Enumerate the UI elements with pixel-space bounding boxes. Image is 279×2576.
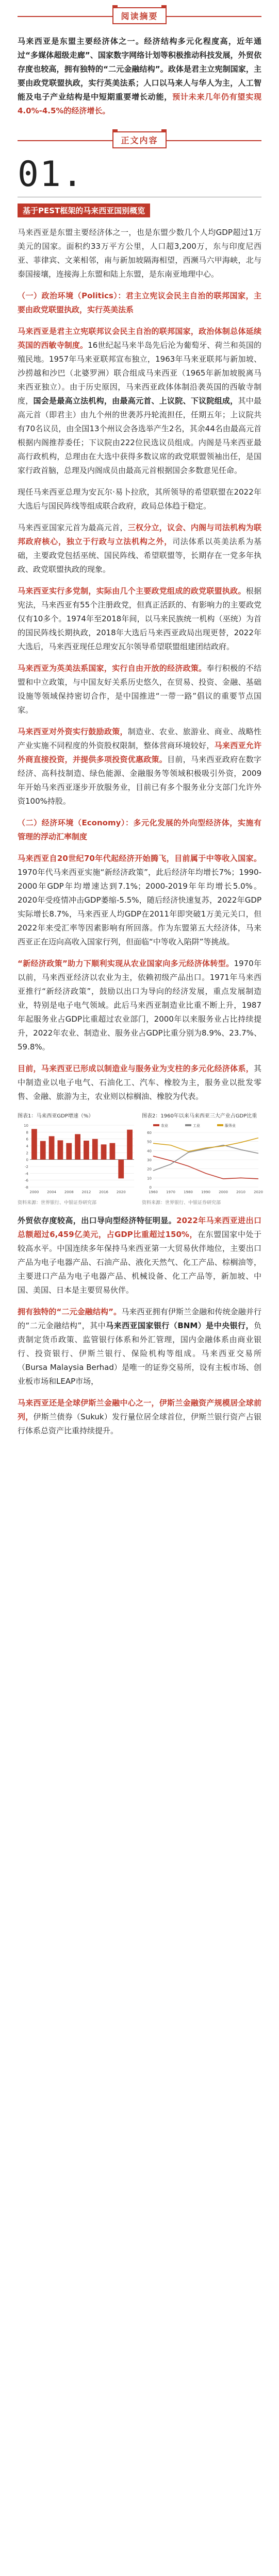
trade-lead: 外贸依存度较高，出口导向型经济特征明显。 xyxy=(18,1216,177,1225)
economic-paragraph-3 xyxy=(18,1062,261,1104)
figure-left-title: 图表1：马来西亚GDP增速（%） xyxy=(18,1113,94,1119)
multi-party-body: 根据宪法，马来西亚有55个注册政党，但真正活跃的、有影响力的主要政党仅有10多个。1974年至2018年间，以马来民族统一机构（巫统）为首的国民阵线长期执政，2018年大选后马来西亚政局出现更替，2022年大选后，马来西亚现任总理安瓦尔领导希望联盟组建团结政府。 xyxy=(18,586,261,651)
common-law-paragraph-2 xyxy=(18,725,261,808)
y-tick-label: 10 xyxy=(24,1124,28,1128)
y-tick-label: 8 xyxy=(26,1130,28,1135)
bar xyxy=(31,1129,37,1159)
economic-paragraph-1 xyxy=(18,852,261,949)
common-law-paragraph-1 xyxy=(18,662,261,717)
chapter-number: 01. xyxy=(18,154,84,195)
x-tick-label: 2008 xyxy=(64,1190,74,1194)
political-p3-tail: 司法体系以英美法系为基础，主要政党包括巫统、国民阵线、希望联盟等，长期存在一党多年执政、政党联盟执政的现象。 xyxy=(18,537,261,574)
bar xyxy=(101,1144,107,1159)
series-line xyxy=(153,1156,258,1179)
figures-row xyxy=(18,1111,261,1207)
x-tick-label: 1980 xyxy=(184,1190,193,1194)
bar xyxy=(66,1143,72,1160)
x-tick-label: 2020 xyxy=(116,1190,126,1194)
x-tick-label: 2020 xyxy=(254,1190,263,1194)
y-tick-label: 4 xyxy=(26,1144,28,1148)
y-tick-label: 0 xyxy=(149,1185,152,1190)
multi-party-paragraph xyxy=(18,584,261,654)
y-tick-label: 20 xyxy=(147,1167,152,1172)
figure-right-title: 图表2：1960年以来马来西亚三大产业占GDP比重 xyxy=(142,1113,257,1119)
economic-p3-bold: 目前，马来西亚已形成以制造业与服务业为支柱的多元化经济体系， xyxy=(18,1064,254,1073)
legend-label: 工业 xyxy=(193,1124,200,1128)
abstract-highlight: 预计未来几年仍有望实现4.0%-4.5%的经济增长。 xyxy=(18,92,261,115)
political-p3-lead: 马来西亚国家元首为最高元首， xyxy=(18,523,128,532)
y-tick-label: 60 xyxy=(147,1131,152,1135)
bar xyxy=(110,1143,116,1160)
political-p1-bold: 国会是最高立法机构，由最高元首、上议院、下议院组成， xyxy=(33,396,238,405)
finance-p1-body: 马来西亚拥有伊斯兰金融和传统金融并行的“二元金融结构”，其中 xyxy=(18,1307,261,1330)
bar xyxy=(40,1141,46,1160)
main-section-header xyxy=(18,131,261,148)
political-heading: （一）政治环境（Politics）：君主立宪议会民主自治的联邦国家，主要由政党联盟执政，实行英美法系 xyxy=(18,291,261,314)
main-section-label: 正文内容 xyxy=(112,131,166,148)
common-law-p2-lead: 马来西亚对外资实行鼓励政策， xyxy=(18,727,128,736)
multi-party-lead: 马来西亚实行多党制，实际由几个主要政党组成的政党联盟执政。 xyxy=(18,586,246,596)
trade-body: 在东盟国家中处于较高水平。中国连续多年保持马来西亚第一大贸易伙伴地位，主要出口产品为电子电器产品、石油产品、液化天然气、化工产品、棕榈油等，主要进口产品为电子电器产品、机械设备、化工产品等，新加坡、中国、美国、日本是主要贸易伙伴。 xyxy=(18,1230,261,1295)
finance-p1-bold2: 马来西亚国家银行（BNM）是中央银行， xyxy=(106,1321,254,1330)
abstract-text: 马来西亚是东盟主要经济体之一。经济结构多元化程度高，近年通过“多媒体超级走廊”、国家数字网络计划等积极推动科技发展，外贸依存度也较高，拥有独特的“二元金融结构”。政体是君主立宪制国家，主要由政党联盟执政，实行英美法系；人口以马来人与华人为主，人工智能及电子产业结构是中短期重要增长动能， xyxy=(18,37,261,101)
x-tick-label: 1960 xyxy=(149,1190,158,1194)
common-law-p2-tail: 目前，马来西亚政府在数字经济、高科技制造、绿色能源、金融服务等领域积极吸引外资，2009年开始马来西亚逐步开放服务业，目前已有多个服务业分支部门允许外资100%持股。 xyxy=(18,755,261,806)
y-tick-label: 0 xyxy=(26,1158,28,1162)
x-tick-label: 2000 xyxy=(219,1190,228,1194)
x-tick-label: 1990 xyxy=(201,1190,210,1194)
political-p3-bold: 三权分立，议会、内阁与司法机构为联邦政府核心，独立于行政与立法机构之外， xyxy=(18,523,261,546)
chapter-title: 基于PEST框架的马来西亚国别概览 xyxy=(18,204,150,217)
y-tick-label: 6 xyxy=(26,1137,28,1142)
economic-p2-bold: “新经济政策”助力下顺利实现从农业国家向多元经济体转型。 xyxy=(18,959,234,968)
bar xyxy=(49,1136,55,1159)
industry-share-chart xyxy=(142,1121,261,1198)
finance-p1-bold: 拥有独特的“二元金融结构”。 xyxy=(18,1307,122,1316)
figure-right-source: 资料来源：世界银行、中银证券研究部 xyxy=(142,1200,221,1206)
bar xyxy=(127,1130,133,1160)
intro-paragraph: 马来西亚是东盟主要经济体之一，也是东盟少数几个人均GDP超过1万美元的国家。面积约33万平方公里，人口超3,200万，东与印度尼西亚、菲律宾、文莱相邻，南与新加坡隔海相望，西濒马六甲海峡，北与泰国接壤，连接海上东盟和陆上东盟，是东南亚地理中心。 xyxy=(18,228,261,279)
abstract-section-label: 阅读摘要 xyxy=(112,7,166,24)
series-line xyxy=(153,1138,258,1152)
common-law-lead: 马来西亚为英美法系国家，实行自由开放的经济政策。 xyxy=(18,664,207,673)
y-tick-label: -2 xyxy=(25,1165,28,1169)
legend-swatch xyxy=(217,1124,223,1126)
y-tick-label: -4 xyxy=(25,1172,28,1176)
x-tick-label: 2010 xyxy=(236,1190,245,1194)
common-law-p2-bold: 马来西亚允许外商直接投资，并提供多项投资优惠政策。 xyxy=(18,741,261,764)
legend-swatch xyxy=(153,1124,159,1126)
economic-heading: （二）经济环境（Economy）：多元化发展的外向型经济体，实施有管理的浮动汇率制度 xyxy=(18,818,261,841)
article-page xyxy=(0,7,279,2576)
abstract-paragraph xyxy=(18,35,261,118)
political-paragraph-2: 现任马来西亚总理为安瓦尔·易卜拉欣，其所领导的希望联盟在2022年大选后与国民阵线等组成联合政府，政局总体趋于稳定。 xyxy=(18,487,261,511)
political-p1-body: 16世纪起马来半岛先后沦为葡萄牙、荷兰和英国的殖民地。1957年马来亚联邦宣布独立，1963年马来亚联邦与新加坡、沙捞越和沙巴（北婆罗洲）联合组成马来西亚（1965年新加坡脱离马来西亚独立）。由于历史原因，马来西亚政体体制沿袭英国的西敏寺制度， xyxy=(18,341,261,405)
x-tick-label: 2004 xyxy=(47,1190,56,1194)
common-law-body: 奉行积极的不结盟和中立政策，与中国友好关系历史悠久，在贸易、投资、金融、基础设施等领域保持密切合作，是中国推进“一带一路”倡议的重要节点国家。 xyxy=(18,664,261,715)
political-paragraph-3 xyxy=(18,521,261,577)
legend-label: 农业 xyxy=(161,1124,168,1128)
figure-left-source: 资料来源：世界银行、中银证券研究部 xyxy=(18,1200,97,1206)
economic-p1-bold: 马来西亚自20世纪70年代起经济开始腾飞，目前属于中等收入国家。 xyxy=(18,854,261,863)
bar xyxy=(118,1160,124,1179)
y-tick-label: 10 xyxy=(147,1176,152,1181)
political-p1-tail: 其中最高元首（即君主）由九个州的世袭苏丹轮流担任，任期五年；上议院共有70名议员，由全国13个州议会各选举产生2名，其余44名由最高元首根据内阁推荐委任；下议院由222位民选议员组成。内阁是马来西亚最高行政机构，总理由在大选中获得多数议席的政党联盟领袖出任，是国家行政首脑，总理及内阁成员由最高元首根据国会多数意见任命。 xyxy=(18,396,261,475)
finance-p2-bold: 马来西亚还是全球伊斯兰金融中心之一，伊斯兰金融资产规模居全球前列， xyxy=(18,1398,261,1421)
common-law-p2-body: 制造业、农业、旅游业、商业、战略性产业实施不同程度的外资股权限制，整体营商环境较好， xyxy=(18,727,261,750)
economic-p1-body: 1970年代马来西亚实施“新经济政策”，此后经济年均增长7%；1990-2000年GDP年均增速达到7.1%；2000-2019年年均增长5.0%。2020年受疫情冲击GDP萎缩-5.5%，随后经济快速复苏，2022年GDP实际增长8.7%，马来西亚人均GDP在2011年即突破1万美元关口，但2022年来受汇率等因素影响有所回落。作为东盟第五大经济体，马来西亚正在迈向高收入国家行列，但面临“中等收入陷阱”等挑战。 xyxy=(18,868,261,946)
y-tick-label: -8 xyxy=(25,1185,28,1190)
abstract-section-header xyxy=(18,7,261,24)
y-tick-label: -6 xyxy=(25,1178,28,1183)
series-line xyxy=(153,1145,258,1171)
bar xyxy=(92,1139,98,1160)
x-tick-label: 2000 xyxy=(29,1190,39,1194)
finance-p1-body2: 负责制定货币政策、监管银行体系和外汇管理，国内金融体系由商业银行、投资银行、伊斯兰银行、保险机构等组成。马来西亚交易所（Bursa Malaysia Berhad）是唯一的证券交易所，设有主板市场、创业板市场和LEAP市场， xyxy=(18,1321,261,1386)
economic-p3-body: 其中制造业以电子电气、石油化工、汽车、橡胶为主，服务业以批发零售、金融、旅游为主，农业则以棕榈油、橡胶为代表。 xyxy=(18,1064,261,1101)
x-tick-label: 2016 xyxy=(99,1190,108,1194)
legend-swatch xyxy=(185,1124,191,1126)
finance-paragraph-1 xyxy=(18,1305,261,1388)
legend-label: 服务业 xyxy=(225,1124,236,1128)
bar xyxy=(84,1141,89,1160)
figure-gdp-growth xyxy=(18,1111,137,1207)
bar xyxy=(75,1134,80,1159)
y-tick-label: 2 xyxy=(26,1151,28,1156)
x-tick-label: 2012 xyxy=(81,1190,91,1194)
figure-industry-share xyxy=(142,1111,261,1207)
y-tick-label: 30 xyxy=(147,1158,152,1162)
trade-bold: 2022年马来西亚进出口总额超过6,459亿美元，占GDP比重超过150%， xyxy=(18,1216,261,1239)
economic-paragraph-2 xyxy=(18,957,261,1054)
y-tick-label: 40 xyxy=(147,1149,152,1154)
political-paragraph-1 xyxy=(18,325,261,478)
gdp-growth-chart xyxy=(18,1121,137,1198)
finance-paragraph-2 xyxy=(18,1396,261,1438)
finance-p2-body: 伊斯兰债券（Sukuk）发行量位居全球首位，伊斯兰银行资产占银行体系总资产比重持续提升。 xyxy=(18,1412,261,1435)
economic-p2-body: 1970年以前，马来西亚经济以农业为主，依赖初级产品出口。1971年马来西亚推行“新经济政策”，鼓励以出口为导向的经济发展，重点发展制造业，特别是电子电气领域。此后马来西亚制造业比重不断上升，1987年起服务业占GDP比重超过农业部门，2000年以来服务业占比持续提升，2022年农业、制造业、服务业占GDP比重分别为8.9%、23.7%、59.8%。 xyxy=(18,959,261,1052)
x-tick-label: 1970 xyxy=(166,1190,175,1194)
y-tick-label: 50 xyxy=(147,1140,152,1144)
trade-paragraph xyxy=(18,1214,261,1297)
bar xyxy=(58,1140,63,1159)
political-p1-lead: 马来西亚是君主立宪联邦议会民主自治的联邦国家，政治体制总体延续英国的西敏寺制度。 xyxy=(18,327,261,350)
